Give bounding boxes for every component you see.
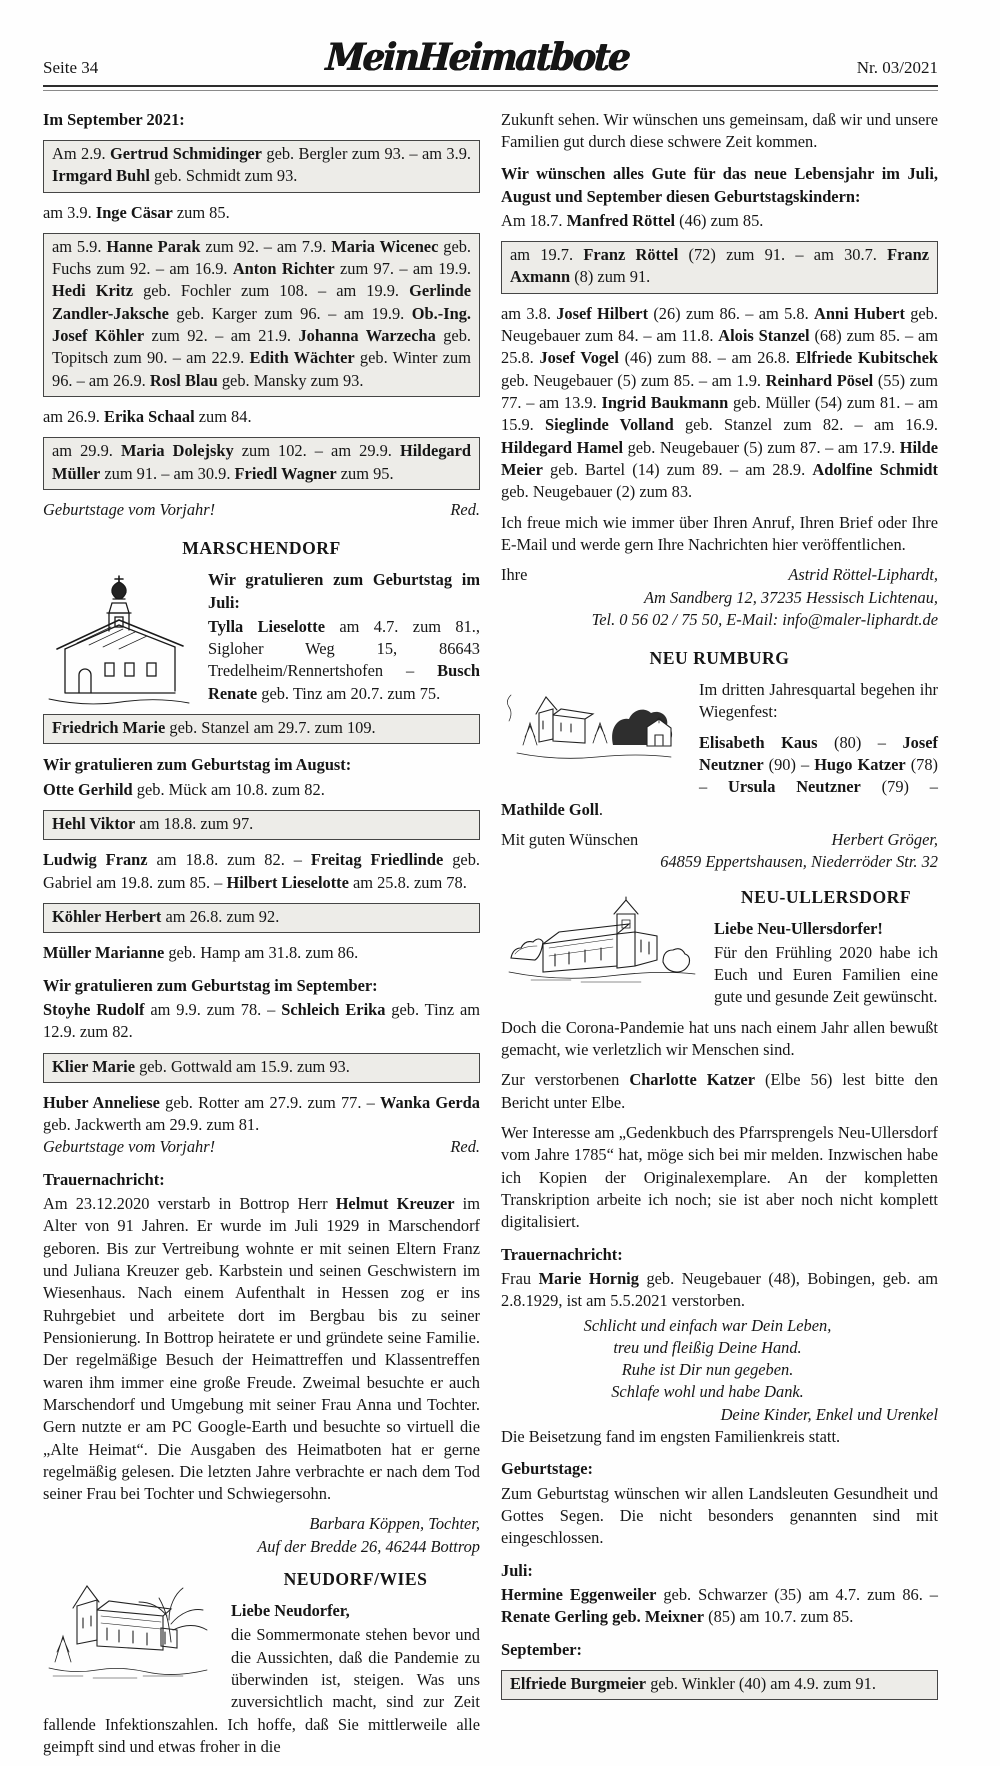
- prior-year-note: Geburtstage vom Vorjahr!: [43, 1137, 216, 1157]
- poem-line: Schlicht und einfach war Dein Leben,: [583, 1315, 832, 1335]
- prior-year-note: Geburtstage vom Vorjahr!: [43, 499, 216, 519]
- ullersdorf-church-illustration: [501, 896, 701, 994]
- birthday-entry: Am 18.7. Manfred Röttel (46) zum 85.: [501, 210, 764, 230]
- memorial-book-paragraph: Wer Interesse am „Gedenkbuch des Pfarrsprengels Neu-Ullersdorf vom Jahre 1785“ hat, möge sich bei mir melden. Inzwischen habe ich Kopien der Originalexemplare. An der kompletten Transkription arbeite ich noch; sie ist aber noch nicht komplett digitalisiert.: [501, 1123, 938, 1232]
- section-title: MARSCHENDORF: [182, 538, 341, 559]
- birthday-box: am 5.9. Hanne Parak zum 92. – am 7.9. Maria Wicenec geb. Fuchs zum 92. – am 16.9. Anton Richter zum 97. – am 19.9. Hedi Kritz geb. Fochler zum 108. – am 19.9. Gerlinde Zandler-Jaksche geb. Karger zum 96. – am 19.9. Ob.-Ing. Josef Köhler zum 92. – am 21.9. Johanna Warzecha geb. Topitsch zum 90. – am 22.9. Edith Wächter geb. Winter zum 96. – am 26.9. Rosl Blau geb. Mansky zum 93.: [43, 233, 480, 397]
- birthday-box: Elfriede Burgmeier geb. Winkler (40) am 4.9. zum 91.: [501, 1670, 938, 1700]
- section-title: NEU-ULLERSDORF: [740, 886, 912, 907]
- section-marschendorf: [43, 537, 480, 1558]
- july-congrats-heading: Wir gratulieren zum Geburtstag im Juli:: [208, 570, 480, 612]
- section-title: NEU RUMBURG: [649, 648, 790, 669]
- memorial-poem: [501, 1315, 914, 1404]
- closing-salutation: Ihre: [501, 565, 528, 585]
- birthday-box: Köhler Herbert am 26.8. zum 92.: [43, 903, 480, 933]
- poem-line: Ruhe ist Dir nun gegeben.: [621, 1360, 794, 1380]
- birthday-box: am 19.7. Franz Röttel (72) zum 91. – am 30.7. Franz Axmann (8) zum 91.: [501, 241, 938, 294]
- letter-salutation: Liebe Neudorfer,: [231, 1601, 350, 1620]
- birthday-entry: am 26.9. Erika Schaal zum 84.: [43, 407, 252, 427]
- birthday-box: Friedrich Marie geb. Stanzel am 29.7. zum 109.: [43, 714, 480, 744]
- poem-line: Schlafe wohl und habe Dank.: [611, 1382, 804, 1402]
- author-signature-line: Am Sandberg 12, 37235 Hessisch Lichtenau,: [644, 587, 938, 607]
- letter-paragraph-continued: Zukunft sehen. Wir wünschen uns gemeinsam, daß wir und unsere Familien gut durch diese schwere Zeit kommen.: [501, 109, 938, 151]
- letter-paragraph: die Sommermonate stehen bevor und die Aussichten, daß die Pandemie zu überwinden ist, steigen. Was uns zuversichtlich macht, sind zur Zeit fallende Infektionszahlen. Ich hoffe, daß Sie mittlerweile alle geimpft sind und etwas froher in die: [43, 1625, 480, 1756]
- editor-signature: Red.: [450, 499, 480, 519]
- right-column: [501, 105, 938, 1766]
- birthday-entry: Otte Gerhild geb. Mück am 10.8. zum 82.: [43, 779, 325, 799]
- section-neudorf-wies: [43, 1568, 480, 1758]
- poem-signature: Deine Kinder, Enkel und Urenkel: [720, 1404, 938, 1424]
- birthday-box: Klier Marie geb. Gottwald am 15.9. zum 93.: [43, 1053, 480, 1083]
- birthday-entry: Hermine Eggenweiler geb. Schwarzer (35) am 4.7. zum 86. – Renate Gerling geb. Meixner (85) am 10.7. zum 85.: [501, 1584, 939, 1627]
- birthday-entry: Huber Anneliese geb. Rotter am 27.9. zum 77. – Wanka Gerda geb. Jackwerth am 29.9. zum 81.: [43, 1092, 480, 1135]
- birthday-box: Hehl Viktor am 18.8. zum 97.: [43, 810, 480, 840]
- page-number: Seite 34: [43, 58, 99, 78]
- september-congrats-heading: Wir gratulieren zum Geburtstag im September:: [43, 975, 378, 995]
- birthday-entry: Elisabeth Kaus (80) – Josef Neutzner (90) – Hugo Katzer (78) – Ursula Neutzner (79) – Mathilde Goll.: [501, 732, 939, 819]
- obituary-heading: Trauernachricht:: [43, 1169, 165, 1189]
- obituary-text: Am 23.12.2020 verstarb in Bottrop Herr Helmut Kreuzer im Alter von 91 Jahren. Er wurde im Juli 1929 in Marschendorf geboren. Bis zur Vertreibung wohnte er mit seinen Eltern Franz und Juliana Kreuzer geb. Karbstein und seinen Geschwistern im Wiesenhaus. Nach einem Aufenthalt in Hessen zog er ins Ruhrgebiet und arbeitete dort im Bergbau bis zu seiner Pensionierung. In Bottrop heiratete er und gründete seine Familie. Der regelmäßige Besuch der Heimattreffen und Klassentreffen waren ihm immer eine große Freude. Zweimal besuchte er auch Marschendorf und Umgebung mit seiner Frau Anna und Tochter. Gern nutzte er am PC Google-Earth und besuchte so virtuell die „Alte Heimat“. Die Ausgaben des Heimatboten hat er gerne regelmäßig gelesen. Die letzten Jahre verbrachte er nach dem Tod seiner Frau bei Tochter und Schwiegersohn.: [43, 1194, 480, 1504]
- birthday-entry: Müller Marianne geb. Hamp am 31.8. zum 86.: [43, 943, 359, 963]
- birthday-box: Am 2.9. Gertrud Schmidinger geb. Bergler zum 93. – am 3.9. Irmgard Buhl geb. Schmidt zum 93.: [43, 140, 480, 193]
- birthdays-intro: Zum Geburtstag wünschen wir allen Landsleuten Gesundheit und Gottes Segen. Die nicht besonders genannten sind mit eingeschlossen.: [501, 1483, 938, 1548]
- poem-line: treu und fleißig Deine Hand.: [613, 1337, 802, 1357]
- section-neu-ullersdorf: [501, 886, 938, 1701]
- author-signature-line: Herbert Gröger,: [831, 829, 938, 849]
- september-heading: September:: [501, 1639, 583, 1659]
- author-signature-line: 64859 Eppertshausen, Niederröder Str. 32: [660, 852, 938, 872]
- author-signature-line: Tel. 0 56 02 / 75 50, E-Mail: info@maler-liphardt.de: [591, 609, 938, 629]
- intro-paragraph: Im dritten Jahresquartal begehen ihr Wiegenfest:: [699, 680, 938, 722]
- birthdays-heading: Geburtstage:: [501, 1459, 593, 1479]
- closing-paragraph: Ich freue mich wie immer über Ihren Anruf, Ihren Brief oder Ihre E-Mail und werde gern Ihre Nachrichten hier veröffentlichen.: [501, 512, 938, 554]
- birthday-entry: Stoyhe Rudolf am 9.9. zum 78. – Schleich Erika geb. Tinz am 12.9. zum 82.: [43, 999, 480, 1042]
- left-column: [43, 105, 480, 1766]
- newspaper-logo: MeinHeimatbote: [324, 35, 631, 80]
- editor-signature: Red.: [450, 1137, 480, 1157]
- birthday-entry: Ludwig Franz am 18.8. zum 82. – Freitag Friedlinde geb. Gabriel am 19.8. zum 85. – Hilbert Lieselotte am 25.8. zum 78.: [43, 850, 480, 892]
- birthday-entry: am 3.8. Josef Hilbert (26) zum 86. – am 5.8. Anni Hubert geb. Neugebauer zum 84. – am 11.8. Alois Stanzel (68) zum 85. – am 25.8. Josef Vogel (46) zum 88. – am 26.8. Elfriede Kubitschek geb. Neugebauer (5) zum 85. – am 1.9. Reinhard Pösel (55) zum 77. – am 13.9. Ingrid Baukmann geb. Müller (54) zum 81. – am 15.9. Sieglinde Volland geb. Stanzel zum 82. – am 16.9. Hildegard Hamel geb. Neugebauer (5) zum 87. – am 17.9. Hilde Meier geb. Bartel (14) zum 89. – am 28.9. Adolfine Schmidt geb. Neugebauer (2) zum 83.: [501, 303, 938, 502]
- obituary-signature-line: Auf der Bredde 26, 46244 Bottrop: [257, 1536, 480, 1556]
- funeral-note: Die Beisetzung fand im engsten Familienkreis statt.: [501, 1427, 841, 1447]
- obituary-text: Frau Marie Hornig geb. Neugebauer (48), Bobingen, geb. am 2.8.1929, ist am 5.5.2021 verstorben.: [501, 1268, 938, 1311]
- masthead-rule: [43, 85, 938, 91]
- letter-paragraph: Doch die Corona-Pandemie hat uns nach einem Jahr allen bewußt gemacht, wie verletzlich wir Menschen sind.: [501, 1017, 938, 1060]
- section-title: NEUDORF/WIES: [283, 1569, 428, 1590]
- birthday-entry: am 3.9. Inge Cäsar zum 85.: [43, 202, 230, 222]
- july-heading: Juli:: [501, 1560, 533, 1580]
- death-note: Zur verstorbenen Charlotte Katzer (Elbe 56) lest bitte den Bericht unter Elbe.: [501, 1070, 938, 1112]
- masthead: [43, 34, 938, 82]
- issue-number: Nr. 03/2021: [856, 58, 938, 78]
- september-list-heading: Im September 2021:: [43, 109, 185, 129]
- marschendorf-church-illustration: [43, 573, 195, 705]
- obituary-signature-line: Barbara Köppen, Tochter,: [309, 1514, 480, 1534]
- neudorf-church-illustration: [43, 1576, 218, 1688]
- closing-phrase: Mit guten Wünschen: [501, 829, 639, 849]
- birthday-box: am 29.9. Maria Dolejsky zum 102. – am 29.9. Hildegard Müller zum 91. – am 30.9. Friedl Wagner zum 95.: [43, 437, 480, 490]
- author-signature-line: Astrid Röttel-Liphardt,: [788, 565, 938, 585]
- wish-heading: Wir wünschen alles Gute für das neue Lebensjahr im Juli, August und September diesen Geburtstagskindern:: [501, 164, 938, 206]
- birthday-entry: Tylla Lieselotte am 4.7. zum 81., Sigloher Weg 15, 86643 Tredelheim/Rennertshofen – Busch Renate geb. Tinz am 20.7. zum 75.: [208, 616, 481, 703]
- obituary-heading: Trauernachricht:: [501, 1244, 623, 1264]
- letter-paragraph: Für den Frühling 2020 habe ich Euch und Euren Familien eine gute und gesunde Zeit gewünscht.: [714, 942, 938, 1007]
- august-congrats-heading: Wir gratulieren zum Geburtstag im August:: [43, 755, 352, 775]
- letter-salutation: Liebe Neu-Ullersdorfer!: [714, 918, 883, 938]
- section-neu-rumburg: [501, 647, 938, 873]
- rumburg-church-illustration: [501, 683, 686, 778]
